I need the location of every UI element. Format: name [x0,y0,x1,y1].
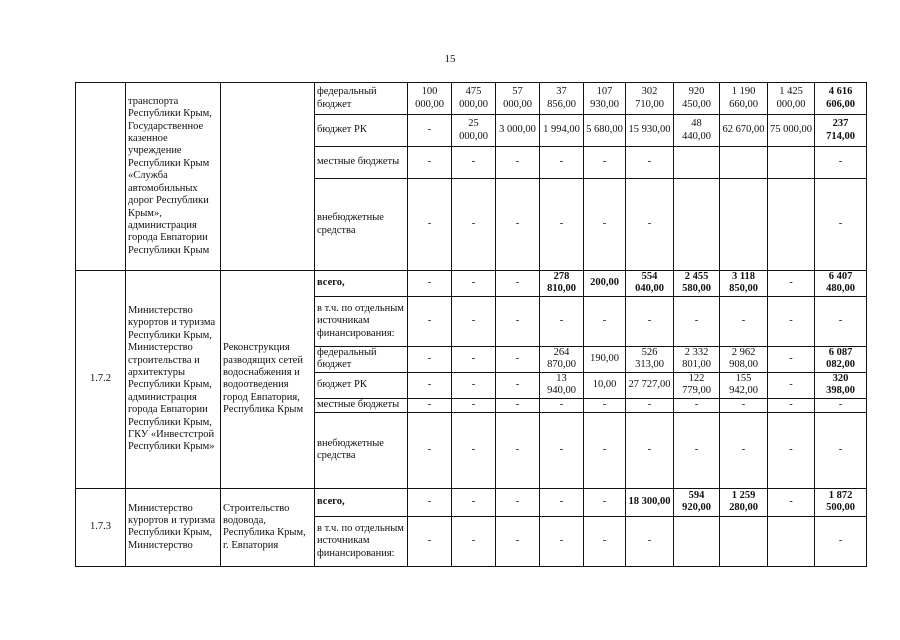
year-value: 554 040,00 [626,271,674,297]
year-value: - [408,398,452,412]
item-number [76,83,126,271]
year-value: - [452,516,496,566]
year-value: 3 118 850,00 [720,271,768,297]
year-value: - [408,296,452,346]
year-value: - [540,412,584,488]
year-value: - [584,398,626,412]
year-value: 594 920,00 [674,488,720,516]
year-value: 475 000,00 [452,83,496,115]
year-value: - [408,516,452,566]
funding-source: местные бюджеты [315,398,408,412]
year-value: 1 190 660,00 [720,83,768,115]
year-value: 264 870,00 [540,346,584,372]
year-value: - [408,346,452,372]
year-value: - [626,412,674,488]
year-value: - [768,488,815,516]
executor-cell: транспорта Республики Крым, Государственное казенное учреждение Республики Крым «Служба автомобильных дорог Республики Крым», администрация города Евпатории Республики Крым [126,83,221,271]
year-value: 27 727,00 [626,372,674,398]
year-value: 13 940,00 [540,372,584,398]
year-value: 302 710,00 [626,83,674,115]
year-value: 1 994,00 [540,115,584,147]
item-number: 1.7.2 [76,271,126,489]
year-value: - [540,147,584,179]
year-value [674,147,720,179]
year-value: - [626,147,674,179]
year-value: - [408,147,452,179]
year-value: - [626,179,674,271]
year-value: 25 000,00 [452,115,496,147]
year-value [674,179,720,271]
year-value: - [496,296,540,346]
measure-cell [221,83,315,271]
year-value: 155 942,00 [720,372,768,398]
executor-cell: Министерство курортов и туризма Республики Крым, Министерство [126,488,221,566]
year-value: - [720,296,768,346]
year-value: - [674,412,720,488]
year-value: 10,00 [584,372,626,398]
funding-source: федеральный бюджет [315,346,408,372]
year-value: - [584,296,626,346]
funding-source: всего, [315,271,408,297]
year-value: - [408,115,452,147]
year-value: - [452,488,496,516]
funding-source: внебюджетные средства [315,412,408,488]
year-value [768,179,815,271]
year-value: 5 680,00 [584,115,626,147]
year-value: 15 930,00 [626,115,674,147]
year-value: - [408,271,452,297]
item-number: 1.7.3 [76,488,126,566]
year-value: - [540,398,584,412]
year-value: - [408,488,452,516]
year-value: 190,00 [584,346,626,372]
year-value: - [584,147,626,179]
year-value: 278 810,00 [540,271,584,297]
year-value: - [674,296,720,346]
year-value [720,179,768,271]
year-value: 920 450,00 [674,83,720,115]
year-value [674,516,720,566]
funding-source: федеральный бюджет [315,83,408,115]
funding-source: в т.ч. по отдельным источникам финансирования: [315,296,408,346]
year-value: - [496,516,540,566]
year-value: - [584,179,626,271]
year-value: - [626,516,674,566]
year-value: - [452,346,496,372]
table-row [76,271,867,297]
year-value: - [496,147,540,179]
total-value: 320 398,00 [815,372,867,398]
executor-cell: Министерство курортов и туризма Республики Крым, Министерство строительства и архитектуры Республики Крым, администрация города Евпатории Республики Крым, ГКУ «Инвестстрой Республики Крым» [126,271,221,489]
measure-cell: Строительство водовода, Республика Крым, г. Евпатория [221,488,315,566]
funding-source: в т.ч. по отдельным источникам финансирования: [315,516,408,566]
page-number: 15 [444,53,456,65]
year-value: 57 000,00 [496,83,540,115]
year-value: 200,00 [584,271,626,297]
table-row [76,488,867,516]
year-value [720,516,768,566]
total-value: 4 616 606,00 [815,83,867,115]
year-value: - [452,412,496,488]
year-value: - [496,372,540,398]
year-value: 2 332 801,00 [674,346,720,372]
year-value: 62 670,00 [720,115,768,147]
year-value: 122 779,00 [674,372,720,398]
year-value: 18 300,00 [626,488,674,516]
year-value: - [408,179,452,271]
funding-source: внебюджетные средства [315,179,408,271]
year-value: - [720,398,768,412]
year-value [768,516,815,566]
year-value: 107 930,00 [584,83,626,115]
year-value: - [674,398,720,412]
funding-source: бюджет РК [315,115,408,147]
year-value: - [408,412,452,488]
year-value: - [452,179,496,271]
total-value: 1 872 500,00 [815,488,867,516]
year-value: - [540,488,584,516]
year-value: - [496,398,540,412]
year-value: - [720,412,768,488]
measure-cell: Реконструкция разводящих сетей водоснабжения и водоотведения город Евпатория, Республика Крым [221,271,315,489]
year-value: - [768,372,815,398]
year-value: - [540,296,584,346]
year-value: - [768,412,815,488]
year-value: - [496,412,540,488]
year-value: - [452,398,496,412]
year-value: 1 259 280,00 [720,488,768,516]
year-value: - [408,372,452,398]
year-value: - [584,516,626,566]
funding-source: бюджет РК [315,372,408,398]
year-value: - [540,179,584,271]
total-value: - [815,147,867,179]
year-value: - [768,296,815,346]
year-value: - [768,271,815,297]
year-value: - [496,179,540,271]
year-value: - [496,346,540,372]
year-value: 526 313,00 [626,346,674,372]
total-value: - [815,412,867,488]
funding-source: местные бюджеты [315,147,408,179]
year-value: 3 000,00 [496,115,540,147]
year-value: - [768,398,815,412]
total-value: - [815,179,867,271]
funding-source: всего, [315,488,408,516]
year-value: - [496,488,540,516]
total-value: - [815,296,867,346]
year-value: 2 455 580,00 [674,271,720,297]
year-value: 100 000,00 [408,83,452,115]
total-value: - [815,516,867,566]
year-value: - [496,271,540,297]
year-value: - [452,271,496,297]
year-value: 37 856,00 [540,83,584,115]
table-row [76,83,867,115]
year-value: 75 000,00 [768,115,815,147]
year-value: 1 425 000,00 [768,83,815,115]
year-value: - [584,488,626,516]
year-value: - [584,412,626,488]
year-value: - [452,147,496,179]
total-value: 6 407 480,00 [815,271,867,297]
total-value: 6 087 082,00 [815,346,867,372]
year-value [768,147,815,179]
total-value: - [815,398,867,412]
year-value: 48 440,00 [674,115,720,147]
year-value: 2 962 908,00 [720,346,768,372]
budget-table [75,82,867,567]
total-value: 237 714,00 [815,115,867,147]
year-value: - [452,372,496,398]
year-value: - [452,296,496,346]
year-value: - [768,346,815,372]
year-value: - [626,296,674,346]
year-value: - [540,516,584,566]
year-value [720,147,768,179]
year-value: - [626,398,674,412]
